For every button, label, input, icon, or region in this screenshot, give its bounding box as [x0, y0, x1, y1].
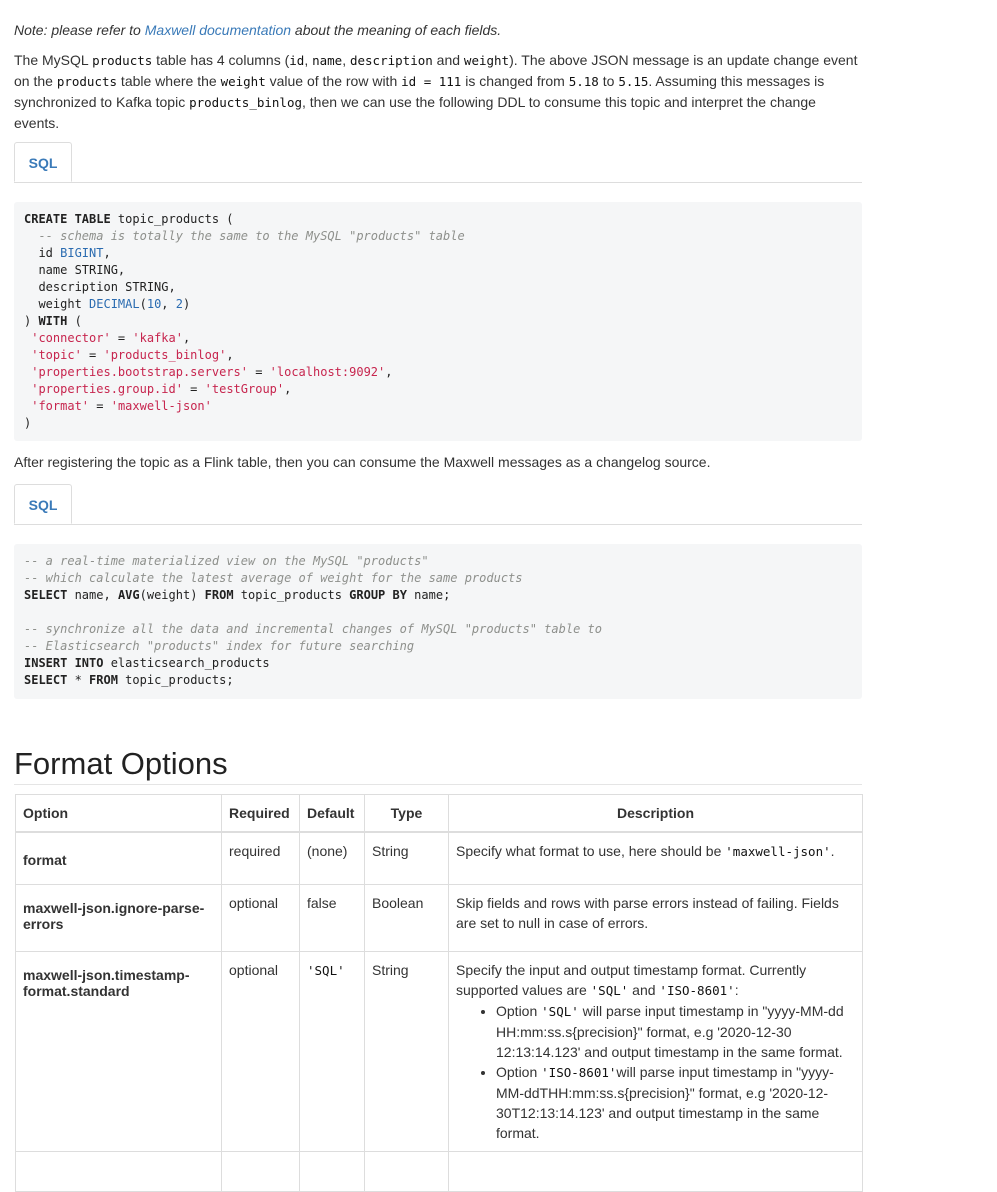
code-tabs-ddl: [14, 142, 862, 183]
list-item: • Option 'SQL' will parse input timestamp in "yyyy-MM-dd HH:mm:ss.s{precision}" format, e.g '2020-12-30 12:13:14.123' and output timestamp in the same format.: [496, 1001, 855, 1062]
header-required: Required: [222, 795, 300, 833]
option-default: 'SQL': [300, 951, 365, 1151]
option-type: String: [365, 951, 449, 1151]
header-type: Type: [365, 795, 449, 833]
option-description: Specify what format to use, here should be 'maxwell-json'.: [449, 832, 863, 884]
table-row: [16, 951, 863, 1151]
option-required: optional: [222, 951, 300, 1151]
intro-paragraph: The MySQL products table has 4 columns (id, name, description and weight). The above JSON message is an update change event on the products table where the weight value of the row with id = 111 is changed from 5.18 to 5.15. Assuming this messages is synchronized to Kafka topic products_binlog, then we can use the following DDL to consume this topic and interpret the change events.: [14, 52, 858, 131]
code-block-ddl: CREATE TABLE topic_products ( -- schema is totally the same to the MySQL "products" table id BIGINT, name STRING, description STRING, weight DECIMAL(10, 2) ) WITH ( 'connector' = 'kafka', 'topic' = 'products_binlog', 'properties.bootstrap.servers' = 'localhost:9092', 'properties.group.id' = 'testGroup', 'format' = 'maxwell-json' ): [14, 202, 862, 441]
code-tabs-query: [14, 484, 862, 525]
table-header-row: [16, 795, 863, 833]
option-required: required: [222, 832, 300, 884]
table-row: [16, 832, 863, 884]
timestamp-format-list: [456, 1001, 855, 1143]
option-default: (none): [300, 832, 365, 884]
table-row: [16, 1151, 863, 1191]
option-description: Skip fields and rows with parse errors instead of failing. Fields are set to null in case of errors.: [449, 884, 863, 951]
header-default: Default: [300, 795, 365, 833]
option-name: maxwell-json.timestamp-format.standard: [16, 951, 222, 1151]
option-required: optional: [222, 884, 300, 951]
table-row: [16, 884, 863, 951]
maxwell-documentation-link[interactable]: Maxwell documentation: [144, 22, 292, 38]
format-options-table: [15, 794, 863, 1192]
after-registering-text: After registering the topic as a Flink table, then you can consume the Maxwell messages as a changelog source.: [14, 454, 711, 470]
code-block-query: -- a real-time materialized view on the MySQL "products" -- which calculate the latest average of weight for the same products SELECT name, AVG(weight) FROM topic_products GROUP BY name; -- synchronize all the data and incremental changes of MySQL "products" table to -- Elasticsearch "products" index for future searching INSERT INTO elasticsearch_products SELECT * FROM topic_products;: [14, 544, 862, 699]
tab-sql-ddl[interactable]: SQL: [14, 142, 72, 182]
list-item: • Option 'ISO-8601'will parse input timestamp in "yyyy-MM-ddTHH:mm:ss.s{precision}" format, e.g '2020-12-30T12:13:14.123' and output timestamp in the same format.: [496, 1062, 855, 1143]
maxwell-note: Note: please refer to Maxwell documentation about the meaning of each fields.: [14, 22, 502, 38]
option-type: Boolean: [365, 884, 449, 951]
option-description: Specify the input and output timestamp format. Currently supported values are 'SQL' and 'ISO-8601': • Option 'SQL' will parse input timestamp in "yyyy-MM-dd HH:mm:ss.s{precision}" format, e.g '2020-12-30 12:13:14.123' and output timestamp in the same format. • Option 'ISO-8601'will parse input timestamp in "yyyy-MM-ddTHH:mm:ss.s{precision}" format, e.g '2020-12-30T12:13:14.123' and output timestamp in the same format.: [449, 951, 863, 1151]
option-default: false: [300, 884, 365, 951]
option-name: format: [16, 832, 222, 884]
option-name: maxwell-json.ignore-parse-errors: [16, 884, 222, 951]
option-type: String: [365, 832, 449, 884]
format-options-heading: Format Options: [14, 746, 862, 785]
tab-sql-query[interactable]: SQL: [14, 484, 72, 524]
header-option: Option: [16, 795, 222, 833]
header-description: Description: [449, 795, 863, 833]
